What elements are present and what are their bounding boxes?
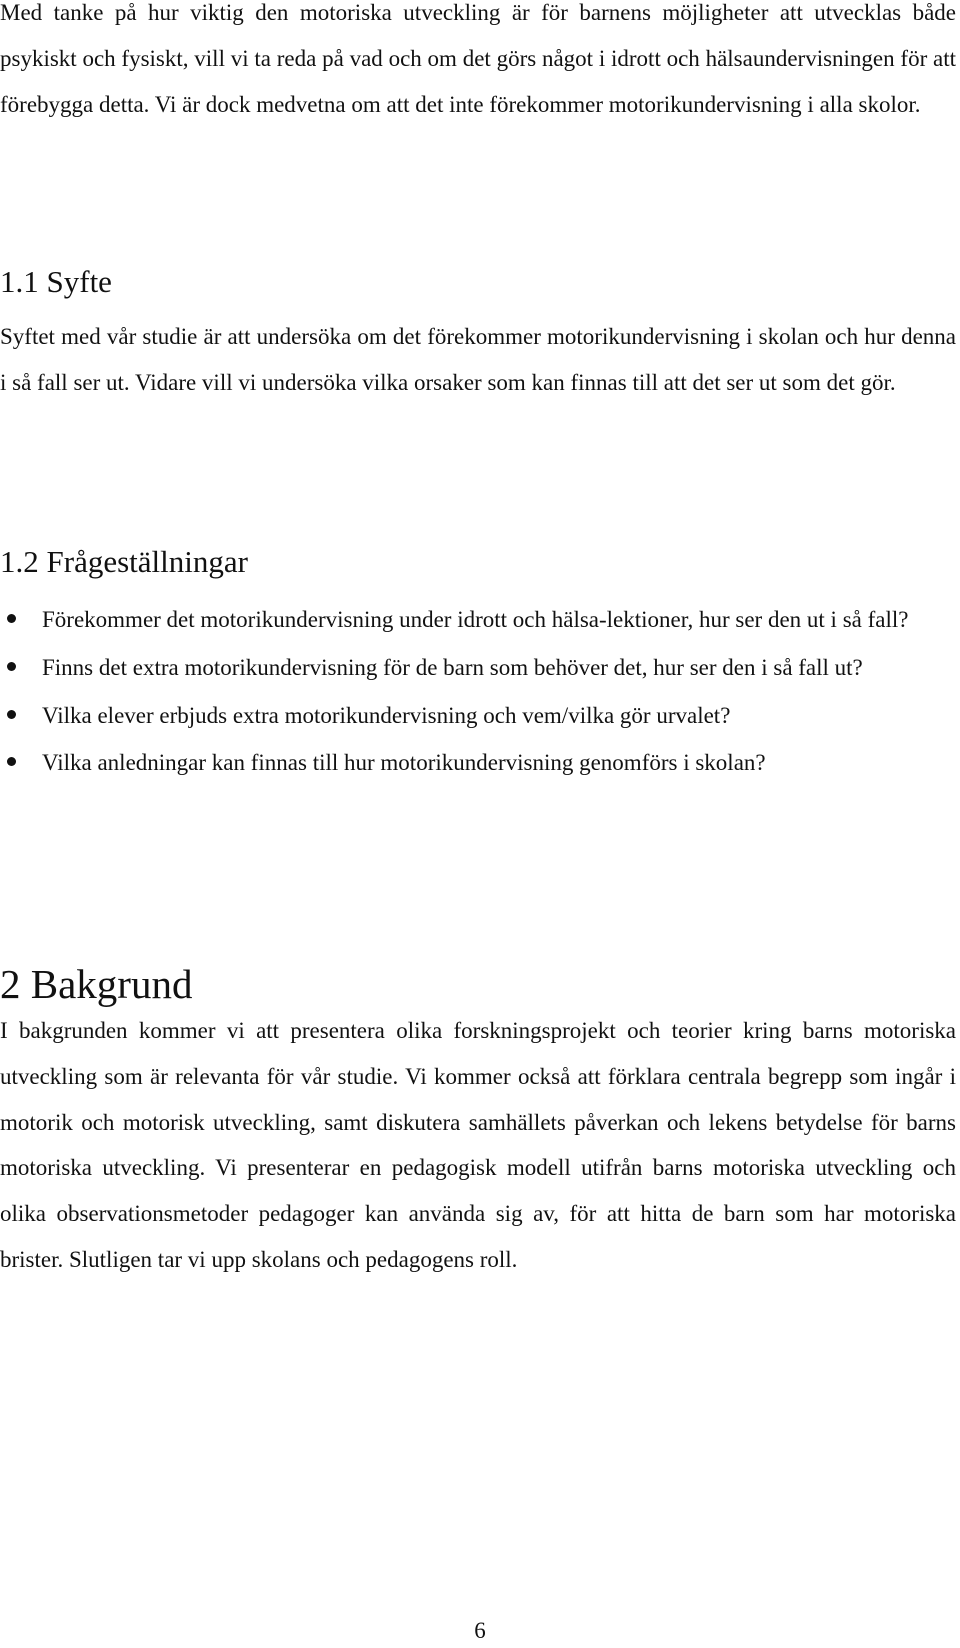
- bakgrund-paragraph: I bakgrunden kommer vi att presentera olika forskningsprojekt och teorier kring barns motoriska utveckling som är relevanta för vår studie. Vi kommer också att förklara centrala begrepp som ingår i motorik och motorisk utveckling, samt diskutera samhällets påverkan och lekens betydelse för barns motoriska utveckling. Vi presenterar en pedagogisk modell utifrån barns motoriska utveckling och olika observationsmetoder pedagoger kan använda sig av, för att hitta de barn som har motoriska brister. Slutligen tar vi upp skolans och pedagogens roll.: [0, 1018, 956, 1272]
- intro-paragraph: Med tanke på hur viktig den motoriska utveckling är för barnens möjligheter att utvecklas både psykiskt och fysiskt, vill vi ta reda på vad och om det görs något i idrott och hälsaundervisningen för att förebygga detta. Vi är dock medvetna om att det inte förekommer motorikundervisning i alla skolor.: [0, 0, 956, 117]
- bullet-icon: [7, 757, 16, 766]
- bullet-icon: [7, 614, 16, 623]
- section-heading-bakgrund: 2 Bakgrund: [0, 961, 193, 1007]
- section-heading-syfte: 1.1 Syfte: [0, 264, 112, 299]
- list-item: [0, 645, 956, 691]
- syfte-paragraph: Syftet med vår studie är att undersöka om det förekommer motorikundervisning i skolan och hur denna i så fall ser ut. Vidare vill vi undersöka vilka orsaker som kan finnas till att det ser ut som det gör.: [0, 324, 956, 395]
- list-item-text: Finns det extra motorikundervisning för de barn som behöver det, hur ser den i så fall ut?: [42, 654, 863, 680]
- section-heading-fragestallningar: 1.2 Frågeställningar: [0, 544, 248, 579]
- list-item: [0, 693, 956, 739]
- research-questions-list: [0, 597, 956, 788]
- page-number: 6: [474, 1618, 486, 1643]
- list-item-text: Vilka elever erbjuds extra motorikundervisning och vem/vilka gör urvalet?: [42, 702, 731, 728]
- list-item: [0, 597, 956, 643]
- bullet-icon: [7, 710, 16, 719]
- list-item-text: Vilka anledningar kan finnas till hur motorikundervisning genomförs i skolan?: [42, 750, 766, 776]
- list-item: [0, 740, 956, 786]
- list-item-text: Förekommer det motorikundervisning under idrott och hälsa-lektioner, hur ser den ut i så fall?: [42, 607, 909, 632]
- bullet-icon: [7, 662, 16, 671]
